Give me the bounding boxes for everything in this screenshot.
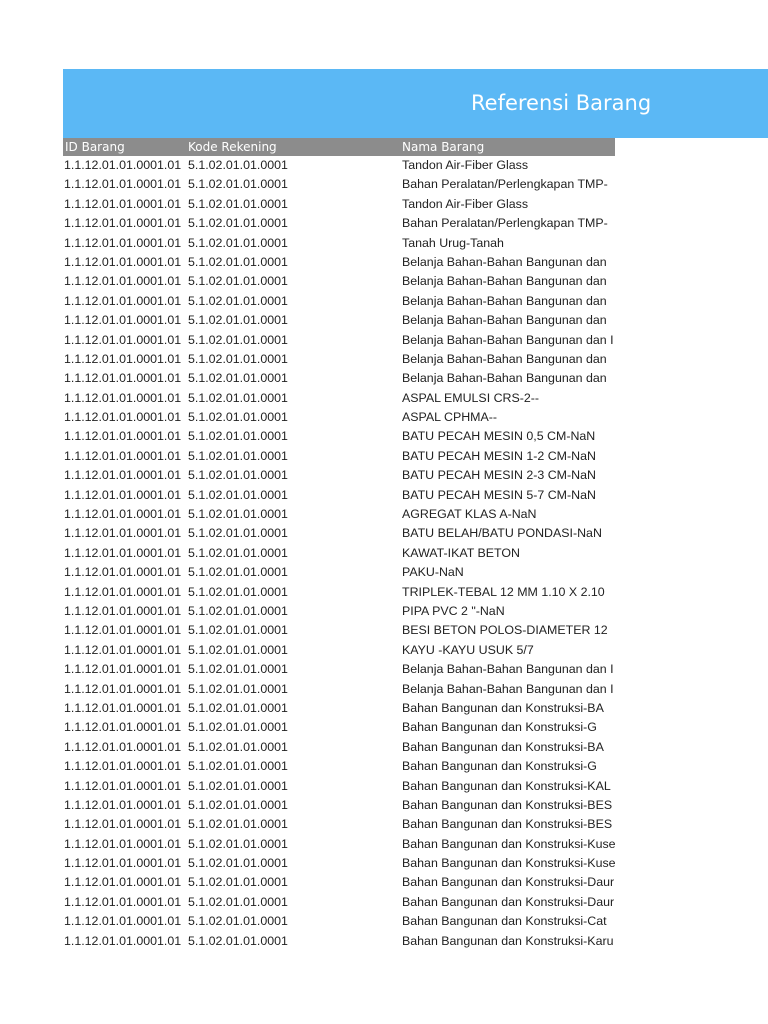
id-barang-cell: 1.1.12.01.01.0001.01 [64,177,182,192]
table-row [63,466,615,485]
kode-rekening-cell: 5.1.02.01.01.0001 [188,468,288,483]
nama-barang-cell: PIPA PVC 2 "-NaN [402,603,505,618]
nama-barang-cell: Bahan Bangunan dan Konstruksi-BA [402,739,604,754]
nama-barang-cell: Bahan Bangunan dan Konstruksi-G [402,720,597,735]
id-barang-cell: 1.1.12.01.01.0001.01 [64,313,182,328]
id-barang-cell: 1.1.12.01.01.0001.01 [64,623,182,638]
id-barang-cell: 1.1.12.01.01.0001.01 [64,254,182,269]
column-header-kode-rekening: Kode Rekening [188,140,277,154]
table-row [63,912,615,931]
nama-barang-cell: ASPAL EMULSI CRS-2-- [402,390,540,405]
id-barang-cell: 1.1.12.01.01.0001.01 [64,603,182,618]
nama-barang-cell: Bahan Bangunan dan Konstruksi-Daur [402,894,615,909]
kode-rekening-cell: 5.1.02.01.01.0001 [188,196,288,211]
id-barang-cell: 1.1.12.01.01.0001.01 [64,778,182,793]
table-row [63,369,615,388]
id-barang-cell: 1.1.12.01.01.0001.01 [64,933,182,948]
id-barang-cell: 1.1.12.01.01.0001.01 [64,468,182,483]
table-row [63,389,615,408]
kode-rekening-cell: 5.1.02.01.01.0001 [188,894,288,909]
title-banner [63,69,768,138]
id-barang-cell: 1.1.12.01.01.0001.01 [64,720,182,735]
kode-rekening-cell: 5.1.02.01.01.0001 [188,235,288,250]
nama-barang-cell: Bahan Bangunan dan Konstruksi-Karu [402,933,614,948]
nama-barang-cell: Belanja Bahan-Bahan Bangunan dan I [402,332,614,347]
kode-rekening-cell: 5.1.02.01.01.0001 [188,158,288,172]
id-barang-cell: 1.1.12.01.01.0001.01 [64,681,182,696]
kode-rekening-cell: 5.1.02.01.01.0001 [188,875,288,890]
table-row [63,602,615,621]
table-row [63,563,615,582]
id-barang-cell: 1.1.12.01.01.0001.01 [64,293,182,308]
table-row [63,234,615,253]
id-barang-cell: 1.1.12.01.01.0001.01 [64,584,182,599]
kode-rekening-cell: 5.1.02.01.01.0001 [188,565,288,580]
id-barang-cell: 1.1.12.01.01.0001.01 [64,797,182,812]
nama-barang-cell: AGREGAT KLAS A-NaN [402,507,537,522]
nama-barang-cell: Bahan Peralatan/Perlengkapan TMP- [402,177,608,192]
id-barang-cell: 1.1.12.01.01.0001.01 [64,390,182,405]
kode-rekening-cell: 5.1.02.01.01.0001 [188,739,288,754]
table-row [63,893,615,912]
id-barang-cell: 1.1.12.01.01.0001.01 [64,875,182,890]
table-row [63,175,615,194]
nama-barang-cell: Bahan Bangunan dan Konstruksi-Kuse [402,856,616,871]
table-body [63,156,615,951]
table-row [63,350,615,369]
nama-barang-cell: Tandon Air-Fiber Glass [402,158,529,172]
kode-rekening-cell: 5.1.02.01.01.0001 [188,351,288,366]
table-header [63,138,615,156]
kode-rekening-cell: 5.1.02.01.01.0001 [188,662,288,677]
table-row [63,486,615,505]
nama-barang-cell: BATU BELAH/BATU PONDASI-NaN [402,526,602,541]
table-row [63,214,615,233]
table-row [63,427,615,446]
kode-rekening-cell: 5.1.02.01.01.0001 [188,390,288,405]
id-barang-cell: 1.1.12.01.01.0001.01 [64,526,182,541]
table-row [63,447,615,466]
id-barang-cell: 1.1.12.01.01.0001.01 [64,565,182,580]
kode-rekening-cell: 5.1.02.01.01.0001 [188,720,288,735]
table-row [63,544,615,563]
table-row [63,641,615,660]
table-row [63,796,615,815]
nama-barang-cell: Belanja Bahan-Bahan Bangunan dan I [402,662,614,677]
table-row [63,699,615,718]
kode-rekening-cell: 5.1.02.01.01.0001 [188,700,288,715]
id-barang-cell: 1.1.12.01.01.0001.01 [64,429,182,444]
table-row [63,738,615,757]
id-barang-cell: 1.1.12.01.01.0001.01 [64,662,182,677]
nama-barang-cell: Belanja Bahan-Bahan Bangunan dan [402,351,607,366]
nama-barang-cell: Bahan Bangunan dan Konstruksi-Daur [402,875,615,890]
kode-rekening-cell: 5.1.02.01.01.0001 [188,759,288,774]
nama-barang-cell: Belanja Bahan-Bahan Bangunan dan [402,274,607,289]
id-barang-cell: 1.1.12.01.01.0001.01 [64,507,182,522]
kode-rekening-cell: 5.1.02.01.01.0001 [188,177,288,192]
nama-barang-cell: Belanja Bahan-Bahan Bangunan dan [402,313,607,328]
kode-rekening-cell: 5.1.02.01.01.0001 [188,836,288,851]
id-barang-cell: 1.1.12.01.01.0001.01 [64,410,182,425]
id-barang-cell: 1.1.12.01.01.0001.01 [64,759,182,774]
id-barang-cell: 1.1.12.01.01.0001.01 [64,274,182,289]
table-row [63,718,615,737]
nama-barang-cell: KAWAT-IKAT BETON [402,545,520,560]
nama-barang-cell: Bahan Bangunan dan Konstruksi-Kuse [402,836,616,851]
table-row [63,660,615,679]
kode-rekening-cell: 5.1.02.01.01.0001 [188,797,288,812]
nama-barang-cell: KAYU -KAYU USUK 5/7 [402,642,534,657]
nama-barang-cell: Bahan Bangunan dan Konstruksi-Cat [402,914,607,929]
kode-rekening-cell: 5.1.02.01.01.0001 [188,856,288,871]
id-barang-cell: 1.1.12.01.01.0001.01 [64,216,182,231]
nama-barang-cell: Bahan Bangunan dan Konstruksi-BES [402,817,613,832]
table-row [63,195,615,214]
table-row [63,873,615,892]
kode-rekening-cell: 5.1.02.01.01.0001 [188,274,288,289]
nama-barang-cell: Bahan Bangunan dan Konstruksi-KAL [402,778,611,793]
table-row [63,311,615,330]
id-barang-cell: 1.1.12.01.01.0001.01 [64,642,182,657]
kode-rekening-cell: 5.1.02.01.01.0001 [188,526,288,541]
nama-barang-cell: Belanja Bahan-Bahan Bangunan dan [402,371,607,386]
kode-rekening-cell: 5.1.02.01.01.0001 [188,216,288,231]
id-barang-cell: 1.1.12.01.01.0001.01 [64,817,182,832]
id-barang-cell: 1.1.12.01.01.0001.01 [64,371,182,386]
nama-barang-cell: Belanja Bahan-Bahan Bangunan dan [402,254,607,269]
kode-rekening-cell: 5.1.02.01.01.0001 [188,254,288,269]
id-barang-cell: 1.1.12.01.01.0001.01 [64,448,182,463]
id-barang-cell: 1.1.12.01.01.0001.01 [64,914,182,929]
nama-barang-cell: BATU PECAH MESIN 1-2 CM-NaN [402,448,596,463]
nama-barang-cell: Belanja Bahan-Bahan Bangunan dan [402,293,607,308]
id-barang-cell: 1.1.12.01.01.0001.01 [64,351,182,366]
nama-barang-cell: Bahan Bangunan dan Konstruksi-G [402,759,597,774]
kode-rekening-cell: 5.1.02.01.01.0001 [188,817,288,832]
table-row [63,680,615,699]
kode-rekening-cell: 5.1.02.01.01.0001 [188,778,288,793]
table-row [63,253,615,272]
kode-rekening-cell: 5.1.02.01.01.0001 [188,584,288,599]
table-row [63,815,615,834]
table-row [63,524,615,543]
nama-barang-cell: Tanah Urug-Tanah [402,235,504,250]
kode-rekening-cell: 5.1.02.01.01.0001 [188,487,288,502]
page-title: Referensi Barang [471,91,652,115]
table-row [63,272,615,291]
kode-rekening-cell: 5.1.02.01.01.0001 [188,545,288,560]
nama-barang-cell: BESI BETON POLOS-DIAMETER 12 [402,623,608,638]
kode-rekening-cell: 5.1.02.01.01.0001 [188,681,288,696]
table-row [63,583,615,602]
kode-rekening-cell: 5.1.02.01.01.0001 [188,313,288,328]
table-row [63,835,615,854]
table-row [63,505,615,524]
id-barang-cell: 1.1.12.01.01.0001.01 [64,332,182,347]
kode-rekening-cell: 5.1.02.01.01.0001 [188,410,288,425]
kode-rekening-cell: 5.1.02.01.01.0001 [188,642,288,657]
id-barang-cell: 1.1.12.01.01.0001.01 [64,545,182,560]
kode-rekening-cell: 5.1.02.01.01.0001 [188,933,288,948]
table-row [63,777,615,796]
column-header-nama-barang: Nama Barang [402,140,485,154]
id-barang-cell: 1.1.12.01.01.0001.01 [64,856,182,871]
nama-barang-cell: BATU PECAH MESIN 5-7 CM-NaN [402,487,596,502]
table-row [63,292,615,311]
table-row [63,621,615,640]
kode-rekening-cell: 5.1.02.01.01.0001 [188,293,288,308]
id-barang-cell: 1.1.12.01.01.0001.01 [64,700,182,715]
table-row [63,932,615,951]
id-barang-cell: 1.1.12.01.01.0001.01 [64,894,182,909]
column-header-id-barang: ID Barang [65,140,125,154]
id-barang-cell: 1.1.12.01.01.0001.01 [64,158,182,172]
table-row [63,408,615,427]
table-row [63,757,615,776]
nama-barang-cell: BATU PECAH MESIN 2-3 CM-NaN [402,468,596,483]
nama-barang-cell: PAKU-NaN [402,565,464,580]
nama-barang-cell: Belanja Bahan-Bahan Bangunan dan I [402,681,614,696]
id-barang-cell: 1.1.12.01.01.0001.01 [64,196,182,211]
id-barang-cell: 1.1.12.01.01.0001.01 [64,235,182,250]
nama-barang-cell: ASPAL CPHMA-- [402,410,498,425]
id-barang-cell: 1.1.12.01.01.0001.01 [64,739,182,754]
kode-rekening-cell: 5.1.02.01.01.0001 [188,603,288,618]
nama-barang-cell: BATU PECAH MESIN 0,5 CM-NaN [402,429,596,444]
kode-rekening-cell: 5.1.02.01.01.0001 [188,914,288,929]
kode-rekening-cell: 5.1.02.01.01.0001 [188,448,288,463]
kode-rekening-cell: 5.1.02.01.01.0001 [188,429,288,444]
kode-rekening-cell: 5.1.02.01.01.0001 [188,332,288,347]
nama-barang-cell: Bahan Peralatan/Perlengkapan TMP- [402,216,608,231]
id-barang-cell: 1.1.12.01.01.0001.01 [64,487,182,502]
table-row [63,331,615,350]
id-barang-cell: 1.1.12.01.01.0001.01 [64,836,182,851]
kode-rekening-cell: 5.1.02.01.01.0001 [188,371,288,386]
nama-barang-cell: TRIPLEK-TEBAL 12 MM 1.10 X 2.10 [402,584,605,599]
table-row [63,156,615,175]
table-row [63,854,615,873]
kode-rekening-cell: 5.1.02.01.01.0001 [188,507,288,522]
nama-barang-cell: Bahan Bangunan dan Konstruksi-BES [402,797,613,812]
nama-barang-cell: Bahan Bangunan dan Konstruksi-BA [402,700,604,715]
nama-barang-cell: Tandon Air-Fiber Glass [402,196,529,211]
kode-rekening-cell: 5.1.02.01.01.0001 [188,623,288,638]
